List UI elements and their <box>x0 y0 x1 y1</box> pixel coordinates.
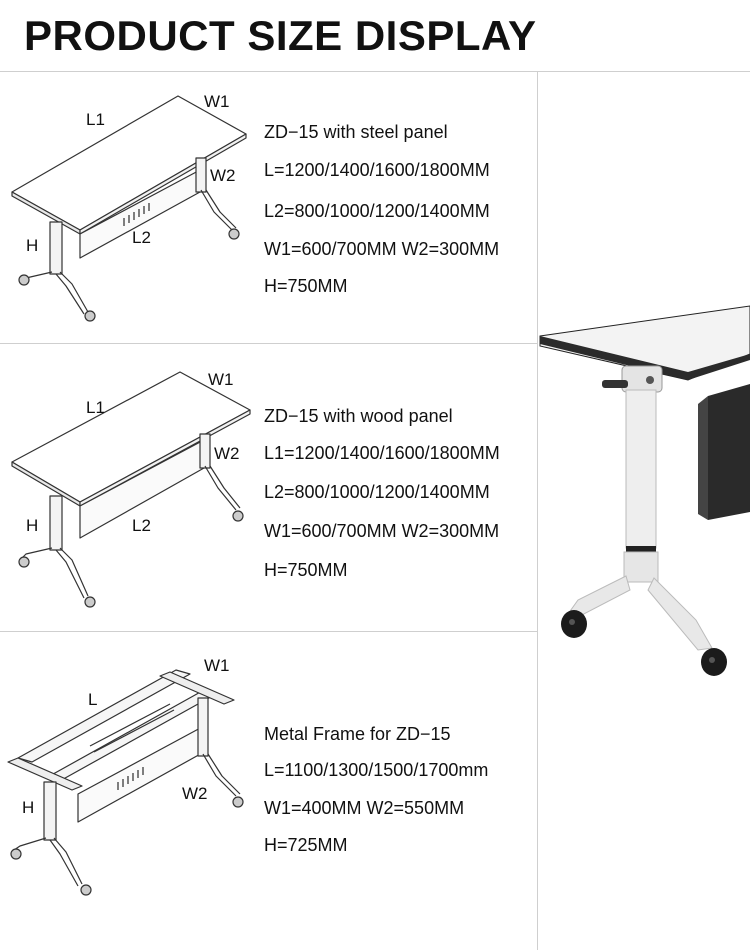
spec-line: H=750MM <box>264 560 348 580</box>
spec-line: L=1200/1400/1600/1800MM <box>264 160 490 180</box>
spec-line: L2=800/1000/1200/1400MM <box>264 482 490 502</box>
product-name: ZD−15 with wood panel <box>264 406 453 426</box>
dimension-label-h: H <box>26 236 39 255</box>
spec-line: H=750MM <box>264 276 348 296</box>
dimension-label-w1: W1 <box>208 370 234 389</box>
dimension-label-w1: W1 <box>204 656 230 675</box>
spec-list <box>264 724 488 856</box>
metal-frame-drawing <box>0 632 260 950</box>
spec-line: L=1100/1300/1500/1700mm <box>264 760 489 780</box>
dimension-label-h: H <box>26 516 39 535</box>
header-bar <box>0 0 750 72</box>
dimension-label-w2: W2 <box>182 784 208 803</box>
dimension-label-w2: W2 <box>210 166 236 185</box>
dimension-label-w2: W2 <box>214 444 240 463</box>
spec-line: L2=800/1000/1200/1400MM <box>264 201 490 221</box>
dimension-label-l: L <box>88 690 98 709</box>
product-name: ZD−15 with steel panel <box>264 122 448 142</box>
spec-line: W1=600/700MM W2=300MM <box>264 239 500 259</box>
product-panel-steel <box>0 72 538 344</box>
product-panel-metal-frame <box>0 632 538 950</box>
spec-list <box>264 406 500 581</box>
product-panel-wood <box>0 344 538 632</box>
spec-line: W1=400MM W2=550MM <box>264 798 465 818</box>
dimension-label-h: H <box>22 798 35 817</box>
steel-panel-table-drawing <box>0 72 260 344</box>
dimension-label-w1: W1 <box>204 92 230 111</box>
spec-line: W1=600/700MM W2=300MM <box>264 521 500 541</box>
dimension-label-l2: L2 <box>132 516 151 535</box>
spec-line: H=725MM <box>264 835 348 855</box>
spec-line: L1=1200/1400/1600/1800MM <box>264 443 500 463</box>
dimension-label-l2: L2 <box>132 228 151 247</box>
spec-list <box>264 122 499 297</box>
product-photo <box>538 300 750 700</box>
dimension-label-l1: L1 <box>86 110 105 129</box>
dimension-label-l1: L1 <box>86 398 105 417</box>
product-name: Metal Frame for ZD−15 <box>264 724 451 744</box>
page-title: PRODUCT SIZE DISPLAY <box>24 12 537 59</box>
